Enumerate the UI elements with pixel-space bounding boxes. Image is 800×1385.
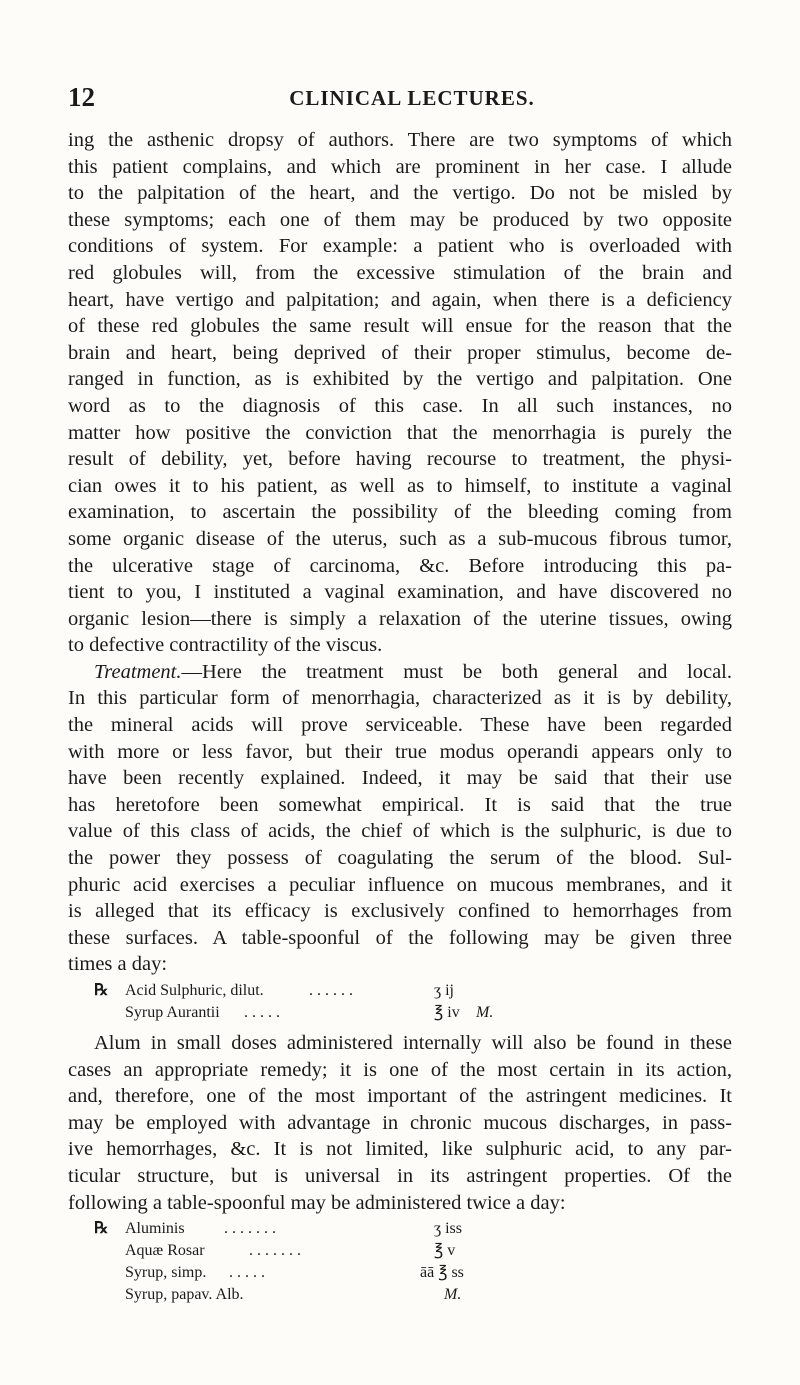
text-line: matter how positive the conviction that the menorrhagia is purely the [68, 421, 732, 444]
leader-dots: . . . . . [229, 1264, 265, 1282]
ingredient: Acid Sulphuric, dilut. [125, 982, 264, 999]
prescription-2 [94, 1218, 732, 1306]
text-line: In this particular form of menorrhagia, characterized as it is by debility, [68, 687, 732, 710]
text-line: following a table-spoonful may be administered twice a day: [68, 1191, 566, 1214]
text-line: the power they possess of coagulating the serum of the blood. Sul- [68, 847, 732, 870]
text-line [68, 659, 732, 686]
text-line: brain and heart, being deprived of their proper stimulus, become de- [68, 341, 732, 364]
text-line: phuric acid exercises a peculiar influence on mucous membranes, and it [68, 873, 732, 896]
text-line: has heretofore been somewhat empirical. It is said that the true [68, 793, 732, 816]
leader-dots: . . . . . [244, 1004, 280, 1021]
text-line: tient to you, I instituted a vaginal examination, and have discovered no [68, 581, 732, 604]
paragraph-1 [68, 127, 732, 659]
prescription-row [94, 980, 732, 1002]
prescription-row [94, 1240, 732, 1262]
text-line: to defective contractility of the viscus. [68, 634, 383, 657]
ingredient: Aquæ Rosar [125, 1242, 205, 1260]
text-line: heart, have vertigo and palpitation; and again, when there is a deficiency [68, 288, 732, 311]
text-line: red globules will, from the excessive stimulation of the brain and [68, 261, 732, 284]
text-line: the mineral acids will prove serviceable. These have been regarded [68, 714, 732, 737]
text-line: Alum in small doses administered internally will also be found in these [94, 1032, 732, 1054]
dose: ℥ v [434, 1242, 456, 1260]
ingredient: Syrup, simp. [125, 1264, 207, 1282]
prescription-row [94, 1002, 732, 1024]
leader-dots: . . . . . . . [224, 1220, 276, 1238]
text-line: ive hemorrhages, &c. It is not limited, like sulphuric acid, to any par- [68, 1138, 732, 1161]
dose: ʒ ij [434, 982, 454, 999]
recipe-symbol: ℞ [94, 1220, 109, 1238]
ingredient: Syrup, papav. Alb. [125, 1286, 244, 1304]
text-line: examination, to ascertain the possibility of the bleeding coming from [68, 501, 732, 524]
text-line: to the palpitation of the heart, and the vertigo. Do not be misled by [68, 182, 732, 205]
text-line: ranged in function, as is exhibited by the vertigo and palpitation. One [68, 368, 732, 391]
text-line: have been recently explained. Indeed, it may be said that their use [68, 767, 732, 790]
text-line: value of this class of acids, the chief of which is the sulphuric, is due to [68, 820, 732, 843]
misce-sign: M. [444, 1286, 462, 1304]
text-line: times a day: [68, 953, 168, 976]
misce-sign: M. [476, 1004, 494, 1021]
text-line: with more or less favor, but their true modus operandi appears only to [68, 740, 732, 763]
text-line: this patient complains, and which are prominent in her case. I allude [68, 155, 732, 178]
text-line: some organic disease of the uterus, such as a sub-mucous fibrous tumor, [68, 527, 732, 550]
text-line: cian owes it to his patient, as well as to himself, to institute a vaginal [68, 474, 732, 497]
text-line: may be employed with advantage in chronic mucous discharges, in pass- [68, 1111, 732, 1134]
recipe-symbol: ℞ [94, 982, 109, 999]
prescription-1 [94, 980, 732, 1024]
page-body [68, 127, 732, 1306]
leader-dots: . . . . . . [309, 982, 353, 999]
prescription-row [94, 1218, 732, 1240]
running-head: CLINICAL LECTURES. [289, 86, 535, 110]
text-line: organic lesion—there is simply a relaxation of the uterine tissues, owing [68, 607, 732, 630]
dose: ʒ iss [434, 1220, 462, 1238]
text-line: conditions of system. For example: a patient who is overloaded with [68, 235, 732, 258]
text-line: ticular structure, but is universal in its astringent properties. Of the [68, 1164, 732, 1187]
paragraph-3 [68, 1030, 732, 1216]
text-line: ing the asthenic dropsy of authors. There are two symptoms of which [68, 129, 732, 151]
dose: ℥ iv [434, 1004, 460, 1021]
text-line: these surfaces. A table-spoonful of the following may be given three [68, 926, 732, 949]
page-number: 12 [68, 82, 95, 112]
text-line: and, therefore, one of the most important of the astringent medicines. It [68, 1085, 732, 1108]
paragraph-2 [68, 659, 732, 978]
ingredient: Aluminis [125, 1220, 185, 1238]
ingredient: Syrup Aurantii [125, 1004, 220, 1021]
treatment-heading: Treatment. [94, 660, 182, 683]
text-line: of these red globules the same result will ensue for the reason that the [68, 315, 732, 338]
text-line: the ulcerative stage of carcinoma, &c. Before introducing this pa- [68, 554, 732, 577]
text-line: word as to the diagnosis of this case. In all such instances, no [68, 394, 732, 417]
page-header [68, 82, 736, 112]
text-line: result of debility, yet, before having recourse to treatment, the physi- [68, 448, 732, 471]
prescription-row [94, 1262, 732, 1284]
dose: āā ℥ ss [420, 1264, 464, 1282]
treatment-lead: —Here the treatment must be both general and local. [181, 660, 732, 683]
text-line: these symptoms; each one of them may be produced by two opposite [68, 208, 732, 231]
text-line: is alleged that its efficacy is exclusively confined to hemorrhages from [68, 900, 732, 923]
text-line: cases an appropriate remedy; it is one of the most certain in its action, [68, 1058, 732, 1081]
prescription-row [94, 1284, 732, 1306]
leader-dots: . . . . . . . [249, 1242, 301, 1260]
